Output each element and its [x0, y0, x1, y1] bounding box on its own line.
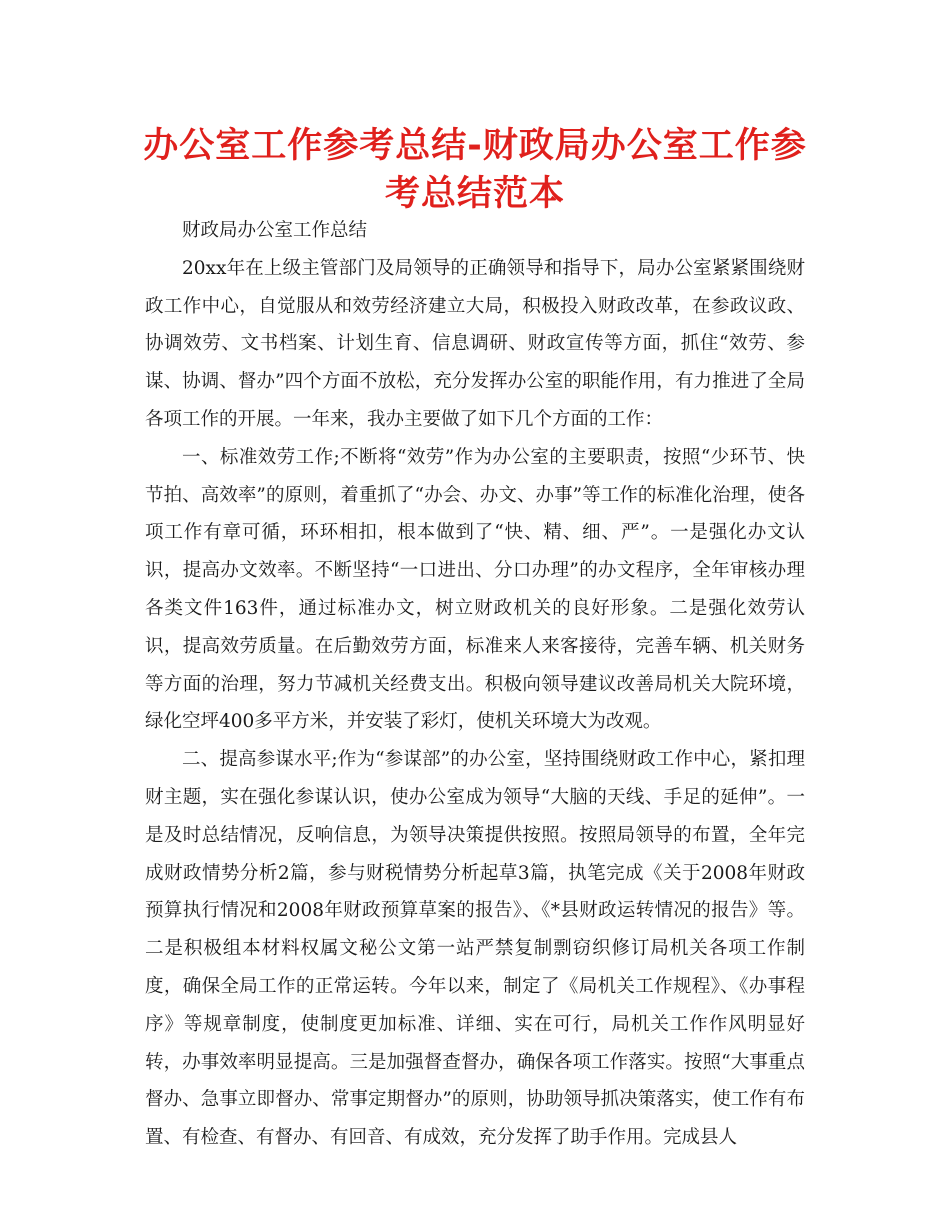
body-paragraph: 20xx年在上级主管部门及局领导的正确领导和指导下，局办公室紧紧围绕财政工作中心，自觉服从和效劳经济建立大局，积极投入财政改革，在参政议政、协调效劳、文书档案、计划生育、信息调研、财政宣传等方面，抓住“效劳、参谋、协调、督办”四个方面不放松，充分发挥办公室的职能作用，有力推进了全局各项工作的开展。一年来，我办主要做了如下几个方面的工作：	[145, 257, 805, 430]
section-heading: 财政局办公室工作总结	[182, 220, 368, 241]
document-title: 办公室工作参考总结-财政局办公室工作参考总结范本	[143, 126, 807, 214]
document-body	[145, 212, 805, 1157]
body-paragraph: 二、提高参谋水平;作为“参谋部”的办公室，坚持围绕财政工作中心，紧扣理财主题，实在强化参谋认识，使办公室成为领导“大脑的天线、手足的延伸”。一是及时总结情况，反响信息，为领导决策提供按照。按照局领导的布置，全年完成财政情势分析2篇，参与财税情势分析起草3篇，执笔完成《关于2008年财政预算执行情况和2008年财政预算草案的报告》、《*县财政运转情况的报告》等。二是积极组本材料权属文秘公文第一站严禁复制剽窃织修订局机关各项工作制度，确保全局工作的正常运转。今年以来，制定了《局机关工作规程》、《办事程序》等规章制度，使制度更加标准、详细、实在可行，局机关工作作风明显好转，办事效率明显提高。三是加强督查督办，确保各项工作落实。按照“大事重点督办、急事立即督办、常事定期督办”的原则，协助领导抓决策落实，使工作有布置、有检查、有督办、有回音、有成效，充分发挥了助手作用。完成县人	[145, 749, 805, 1149]
body-paragraph: 一、标准效劳工作;不断将“效劳”作为办公室的主要职责，按照“少环节、快节拍、高效率”的原则，着重抓了“办会、办文、办事”等工作的标准化治理，使各项工作有章可循，环环相扣，根本做到了“快、精、细、严”。一是强化办文认识，提高办文效率。不断坚持“一口进出、分口办理”的办文程序，全年审核办理各类文件163件，通过标准办文，树立财政机关的良好形象。二是强化效劳认识，提高效劳质量。在后勤效劳方面，标准来人来客接待，完善车辆、机关财务等方面的治理，努力节减机关经费支出。积极向领导建议改善局机关大院环境，绿化空坪400多平方米，并安装了彩灯，使机关环境大为改观。	[145, 446, 805, 733]
